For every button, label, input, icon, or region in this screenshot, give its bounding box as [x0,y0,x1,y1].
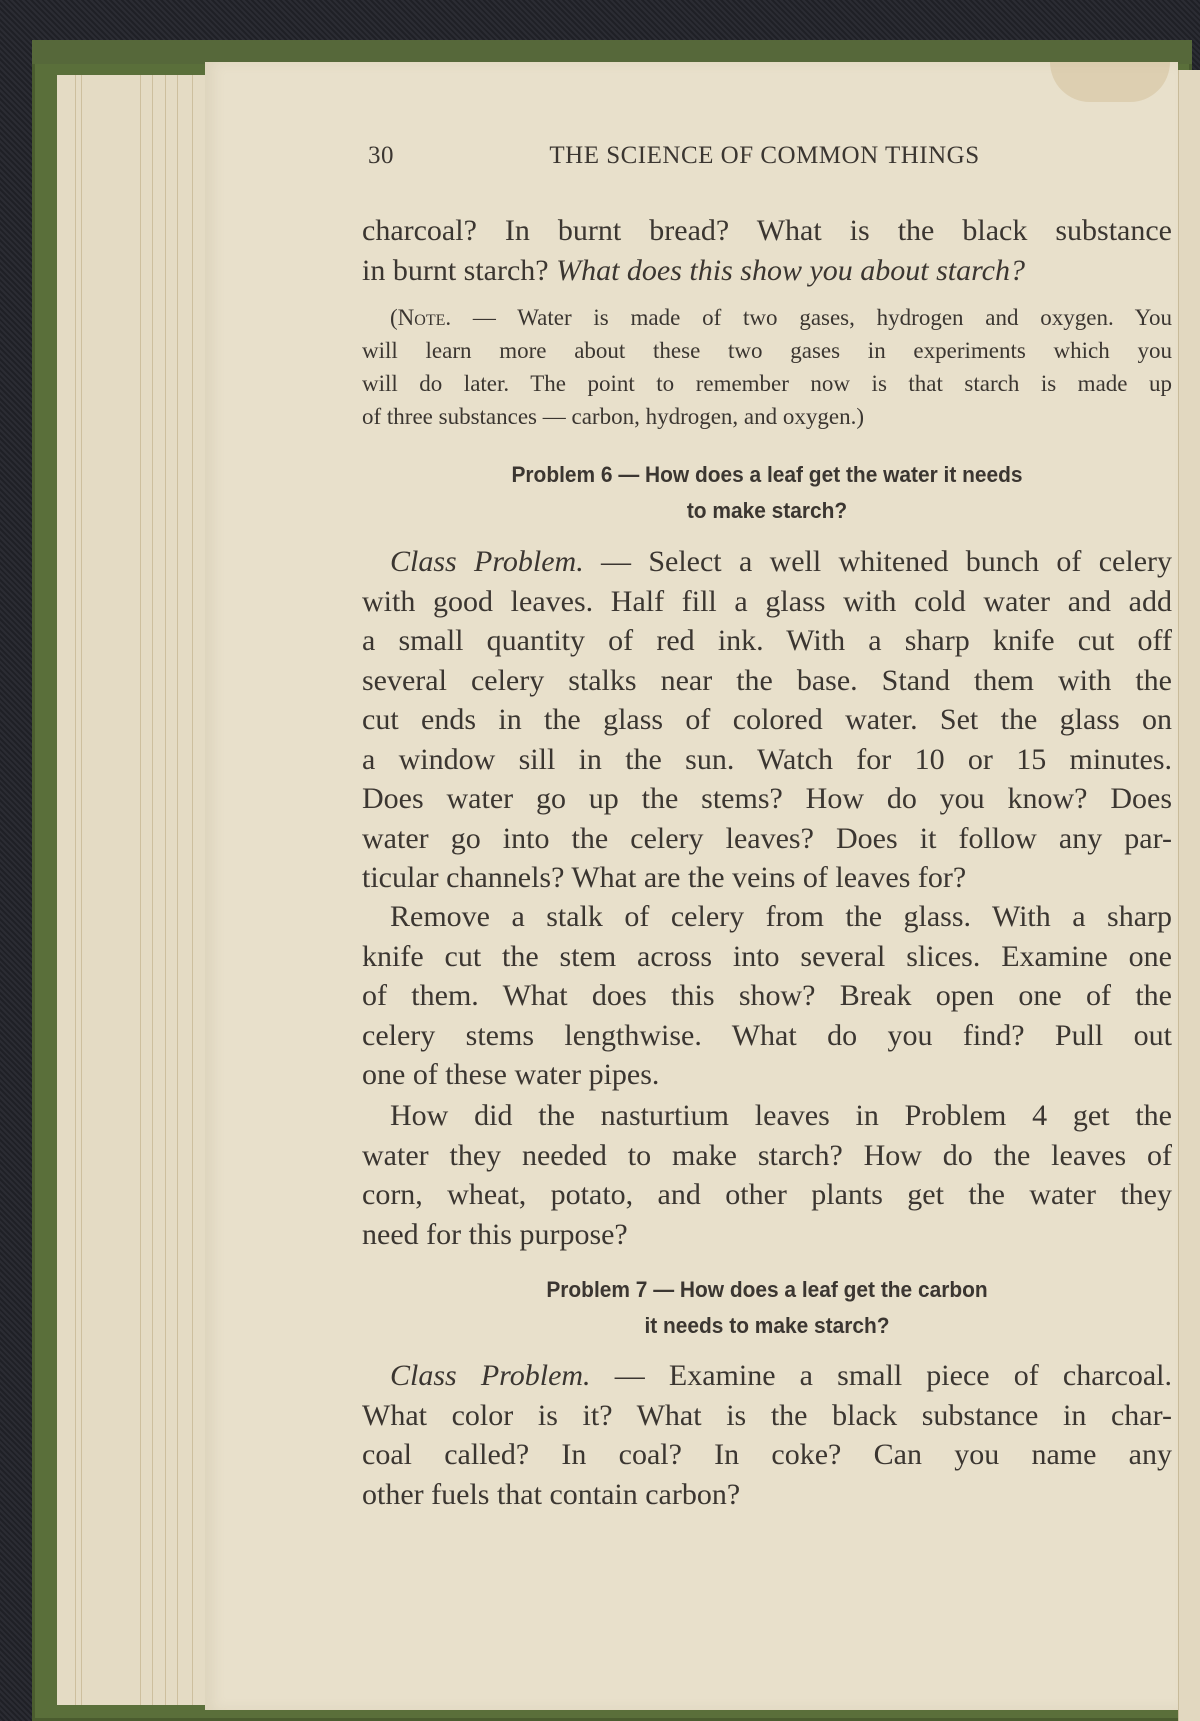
text-line [362,367,1172,400]
running-header [368,142,1043,170]
text: to make starch? [686,498,848,523]
text-line [362,1055,1172,1095]
paragraph [362,211,1172,290]
text-line [382,493,1152,529]
text-line [362,621,1172,661]
text-line [362,661,1172,701]
text-line [362,779,1172,819]
text-line [362,1475,1172,1515]
text-line [362,400,1172,433]
italic-text: What does this show you about starch? [556,253,1025,287]
text: ( [390,305,398,330]
text-line [362,1175,1172,1215]
text: knife cut the stem across into several slices. Examine one [362,939,1172,973]
text: water go into the celery leaves? Does it follow any par- [362,821,1172,855]
text: of them. What does this show? Break open one of the [362,979,1172,1012]
text-line [362,1435,1172,1475]
text-line [382,457,1152,493]
text-line [362,858,1172,898]
text-line [362,740,1172,780]
text-line [362,211,1172,251]
text: will do later. The point to remember now is that starch is made up [362,371,1172,396]
text-line [362,542,1172,582]
italic-text: Class Problem. [390,1359,591,1392]
text: one of these water pipes. [362,1058,660,1091]
text-line [362,819,1172,859]
text: Remove a stalk of celery from the glass. With a sharp [390,900,1172,933]
next-page-edge [1178,70,1200,1721]
text: of three substances — carbon, hydrogen, and oxygen.) [362,404,865,429]
text: Problem 7 — How does a leaf get the carbon [546,1277,988,1302]
text: cut ends in the glass of colored water. Set the glass on [362,703,1172,736]
text: Does water go up the stems? How do you know? Does [362,782,1172,815]
paragraph [362,1096,1172,1254]
book-cover-top-edge [32,40,1192,64]
text: — Water is made of two gases, hydrogen and oxygen. You [451,305,1172,330]
text: in burnt starch? [362,253,557,287]
text: with good leaves. Half fill a glass with cold water and add [362,584,1172,618]
paragraph [362,1356,1172,1514]
paragraph [362,897,1172,1095]
running-title: THE SCIENCE OF COMMON THINGS [549,142,980,169]
text: How did the nasturtium leaves in Problem 4 get the [390,1099,1172,1132]
text-line [362,251,1172,291]
text-line [382,1272,1152,1308]
text: — Select a well whitened bunch of celery [583,545,1173,578]
page-edges [57,75,218,1705]
text: water they needed to make starch? How do the leaves of [362,1138,1172,1172]
text-line [362,1096,1172,1136]
text: a window sill in the sun. Watch for 10 or 15 minutes. [362,742,1172,776]
paragraph [362,542,1172,898]
italic-text: Class Problem. [390,545,584,578]
text: Note. [397,305,452,330]
text: charcoal? In burnt bread? What is the black substance [362,214,1172,247]
text-line [362,301,1172,334]
problem-heading [382,1272,1152,1344]
problem-heading [382,457,1152,529]
text: Problem 6 — How does a leaf get the water it needs [511,462,1023,487]
text: will learn more about these two gases in experiments which you [362,338,1172,363]
text: celery stems lengthwise. What do you find? Pull out [362,1018,1172,1052]
text: coal called? In coal? In coke? Can you name any [362,1438,1172,1471]
text-line [362,700,1172,740]
page-number: 30 [368,142,394,169]
text-line [362,1396,1172,1436]
text-line [362,1356,1172,1396]
text-line [362,937,1172,977]
text: it needs to make starch? [644,1313,890,1338]
text: — Examine a small piece of charcoal. [590,1359,1172,1392]
note-paragraph [362,301,1172,433]
text: need for this purpose? [362,1217,628,1251]
text-line [362,897,1172,937]
text-line [362,582,1172,622]
text-line [362,334,1172,367]
text: several celery stalks near the base. Stand them with the [362,663,1172,697]
text: other fuels that contain carbon? [362,1477,741,1511]
text-line [362,1136,1172,1176]
text: What color is it? What is the black substance in char- [362,1398,1172,1432]
text-line [362,976,1172,1016]
text: ticular channels? What are the veins of leaves for? [362,861,967,894]
text-line [362,1215,1172,1255]
text: corn, wheat, potato, and other plants get the water they [362,1178,1172,1211]
text-line [362,1016,1172,1056]
text: a small quantity of red ink. With a sharp knife cut off [362,624,1172,657]
text-line [382,1308,1152,1344]
